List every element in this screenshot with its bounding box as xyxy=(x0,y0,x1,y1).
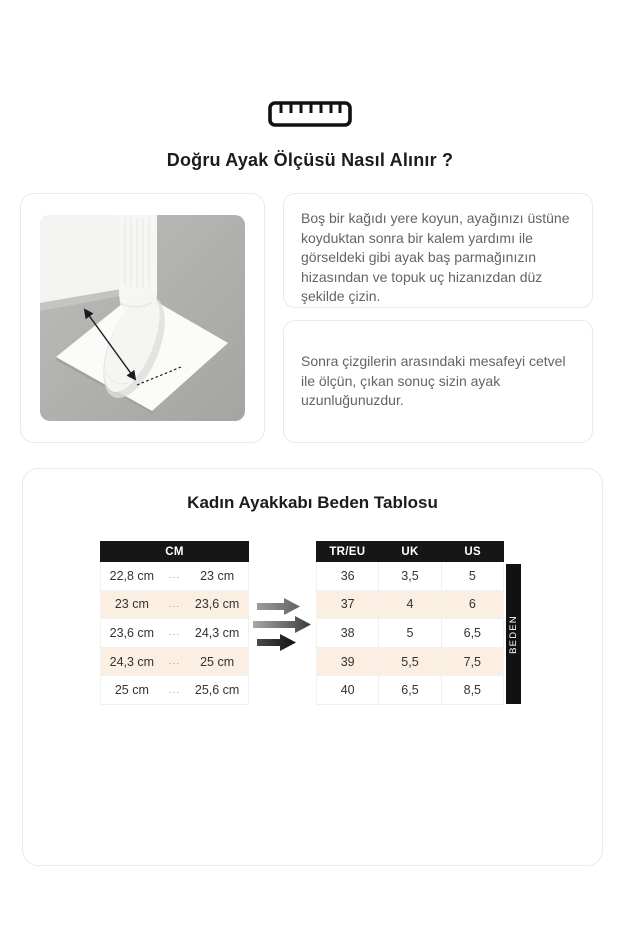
col-header-tr-eu: TR/EU xyxy=(329,545,366,558)
size-tr-eu: 38 xyxy=(340,625,355,640)
cm-from: 24,3 cm xyxy=(109,654,155,669)
instruction-step-1 xyxy=(283,193,593,308)
range-separator: ... xyxy=(168,627,181,639)
size-us: 6,5 xyxy=(441,619,503,647)
size-uk: 6,5 xyxy=(378,676,440,704)
size-us: 7,5 xyxy=(441,648,503,676)
instruction-step-2 xyxy=(283,320,593,443)
foot-measurement-photo xyxy=(40,215,245,421)
table-row xyxy=(317,675,503,704)
table-row xyxy=(317,590,503,619)
ruler-icon xyxy=(0,101,620,127)
intl-size-table xyxy=(316,541,504,705)
size-tr-eu: 39 xyxy=(340,654,355,669)
table-row xyxy=(317,618,503,647)
cm-from: 23,6 cm xyxy=(109,625,155,640)
size-tr-eu: 37 xyxy=(340,597,355,612)
beden-side-label xyxy=(506,564,521,704)
foot-photo-card xyxy=(20,193,265,443)
cm-from: 22,8 cm xyxy=(109,568,155,583)
size-uk: 5,5 xyxy=(378,648,440,676)
cm-to: 25 cm xyxy=(200,654,235,669)
table-row xyxy=(317,562,503,590)
table-row xyxy=(317,647,503,676)
size-uk: 5 xyxy=(378,619,440,647)
cm-to: 24,3 cm xyxy=(194,625,240,640)
intl-table-rows xyxy=(316,562,504,705)
col-header-us: US xyxy=(464,545,481,558)
size-us: 8,5 xyxy=(441,676,503,704)
page-title: Doğru Ayak Ölçüsü Nasıl Alınır ? xyxy=(166,150,454,170)
mapping-arrows-icon xyxy=(251,597,315,658)
size-us: 5 xyxy=(441,562,503,590)
cm-table-rows xyxy=(100,562,249,705)
size-tr-eu: 36 xyxy=(340,568,355,583)
size-table-title: Kadın Ayakkabı Beden Tablosu xyxy=(187,493,438,512)
size-us: 6 xyxy=(441,591,503,619)
range-separator: ... xyxy=(168,656,181,668)
instruction-step-1-text: Boş bir kağıdı yere koyun, ayağınızı üstüne koyduktan sonra bir kalem yardımı ile görseldeki gibi ayak baş parmağınızın hizasından ve topuk uç hizanızdan düz şekilde çizin. xyxy=(301,210,570,304)
cm-from: 23 cm xyxy=(114,597,149,612)
instruction-step-2-text: Sonra çizgilerin arasındaki mesafeyi cetvel ile ölçün, çıkan sonuç sizin ayak uzunluğunuzdur. xyxy=(301,353,566,409)
table-row xyxy=(101,590,248,619)
table-row xyxy=(101,618,248,647)
cm-to: 23,6 cm xyxy=(194,597,240,612)
table-row xyxy=(101,675,248,704)
cm-to: 25,6 cm xyxy=(194,683,240,698)
table-row xyxy=(101,647,248,676)
instruction-steps xyxy=(283,193,593,443)
cm-to: 23 cm xyxy=(200,568,235,583)
cm-from: 25 cm xyxy=(114,683,149,698)
col-header-uk: UK xyxy=(401,545,419,558)
size-tr-eu: 40 xyxy=(340,683,355,698)
cm-range-table xyxy=(100,541,249,705)
cm-table-header: CM xyxy=(100,541,249,562)
range-separator: ... xyxy=(168,598,181,610)
size-uk: 4 xyxy=(378,591,440,619)
size-uk: 3,5 xyxy=(378,562,440,590)
size-table-card xyxy=(22,468,603,866)
beden-side-label-text: BEDEN xyxy=(508,614,520,654)
intl-table-header xyxy=(316,541,504,562)
range-separator: ... xyxy=(168,684,181,696)
table-row xyxy=(101,562,248,590)
range-separator: ... xyxy=(168,570,181,582)
